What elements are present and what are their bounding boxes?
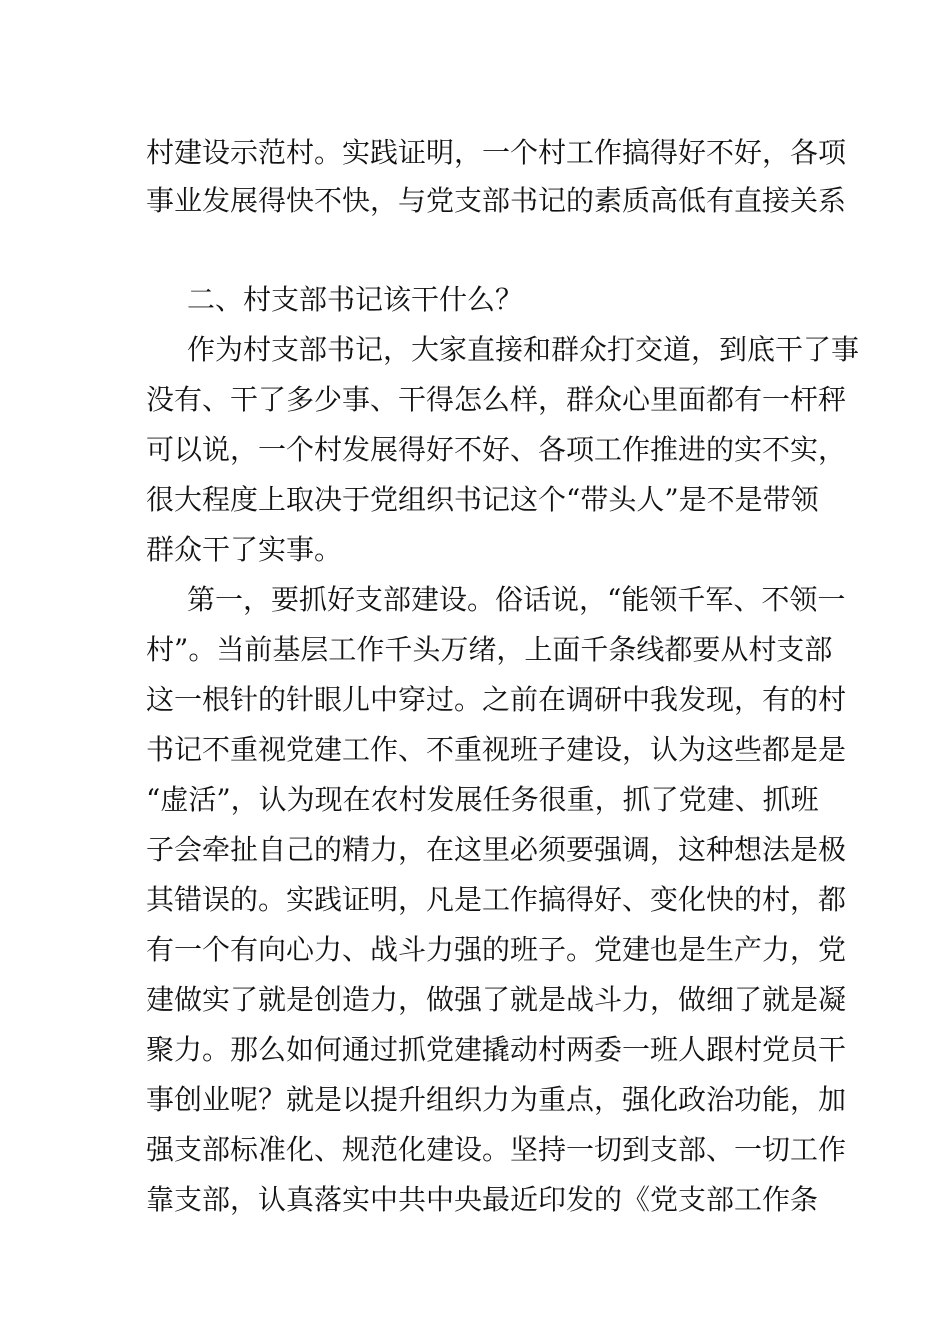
paragraph-line: 没有、干了多少事、干得怎么样，群众心里面都有一杆秤	[146, 383, 847, 416]
paragraph-line: 可以说，一个村发展得好不好、各项工作推进的实不实，	[146, 433, 847, 466]
paragraph-line: 书记不重视党建工作、不重视班子建设，认为这些都是是	[146, 733, 847, 766]
paragraph-line: 其错误的。实践证明，凡是工作搞得好、变化快的村，都	[146, 883, 847, 916]
paragraph-line: 群众干了实事。	[146, 533, 343, 566]
paragraph-line: 事创业呢？就是以提升组织力为重点，强化政治功能，加	[146, 1083, 847, 1116]
paragraph-line: 子会牵扯自己的精力，在这里必须要强调，这种想法是极	[146, 833, 847, 866]
section-heading: 二、村支部书记该干什么？	[187, 283, 524, 316]
paragraph-line: 事业发展得快不快，与党支部书记的素质高低有直接关系	[146, 184, 847, 217]
paragraph-line: 靠支部，认真落实中共中央最近印发的《党支部工作条	[146, 1183, 819, 1216]
paragraph-line: 建做实了就是创造力，做强了就是战斗力，做细了就是凝	[146, 983, 847, 1016]
paragraph-line: 很大程度上取决于党组织书记这个“带头人”是不是带领	[146, 483, 819, 516]
paragraph-line: 强支部标准化、规范化建设。坚持一切到支部、一切工作	[146, 1133, 847, 1166]
paragraph-line: 聚力。那么如何通过抓党建撬动村两委一班人跟村党员干	[146, 1033, 847, 1066]
paragraph-line: 村”。当前基层工作千头万绪，上面千条线都要从村支部	[146, 633, 833, 666]
paragraph-line: 村建设示范村。实践证明，一个村工作搞得好不好，各项	[146, 136, 847, 169]
paragraph-line: 作为村支部书记，大家直接和群众打交道，到底干了事	[187, 333, 860, 366]
paragraph-line: “虚活”，认为现在农村发展任务很重，抓了党建、抓班	[146, 783, 819, 816]
paragraph-line: 有一个有向心力、战斗力强的班子。党建也是生产力，党	[146, 933, 847, 966]
paragraph-line: 这一根针的针眼儿中穿过。之前在调研中我发现，有的村	[146, 683, 847, 716]
paragraph-line: 第一，要抓好支部建设。俗话说，“能领千军、不领一	[187, 583, 846, 616]
